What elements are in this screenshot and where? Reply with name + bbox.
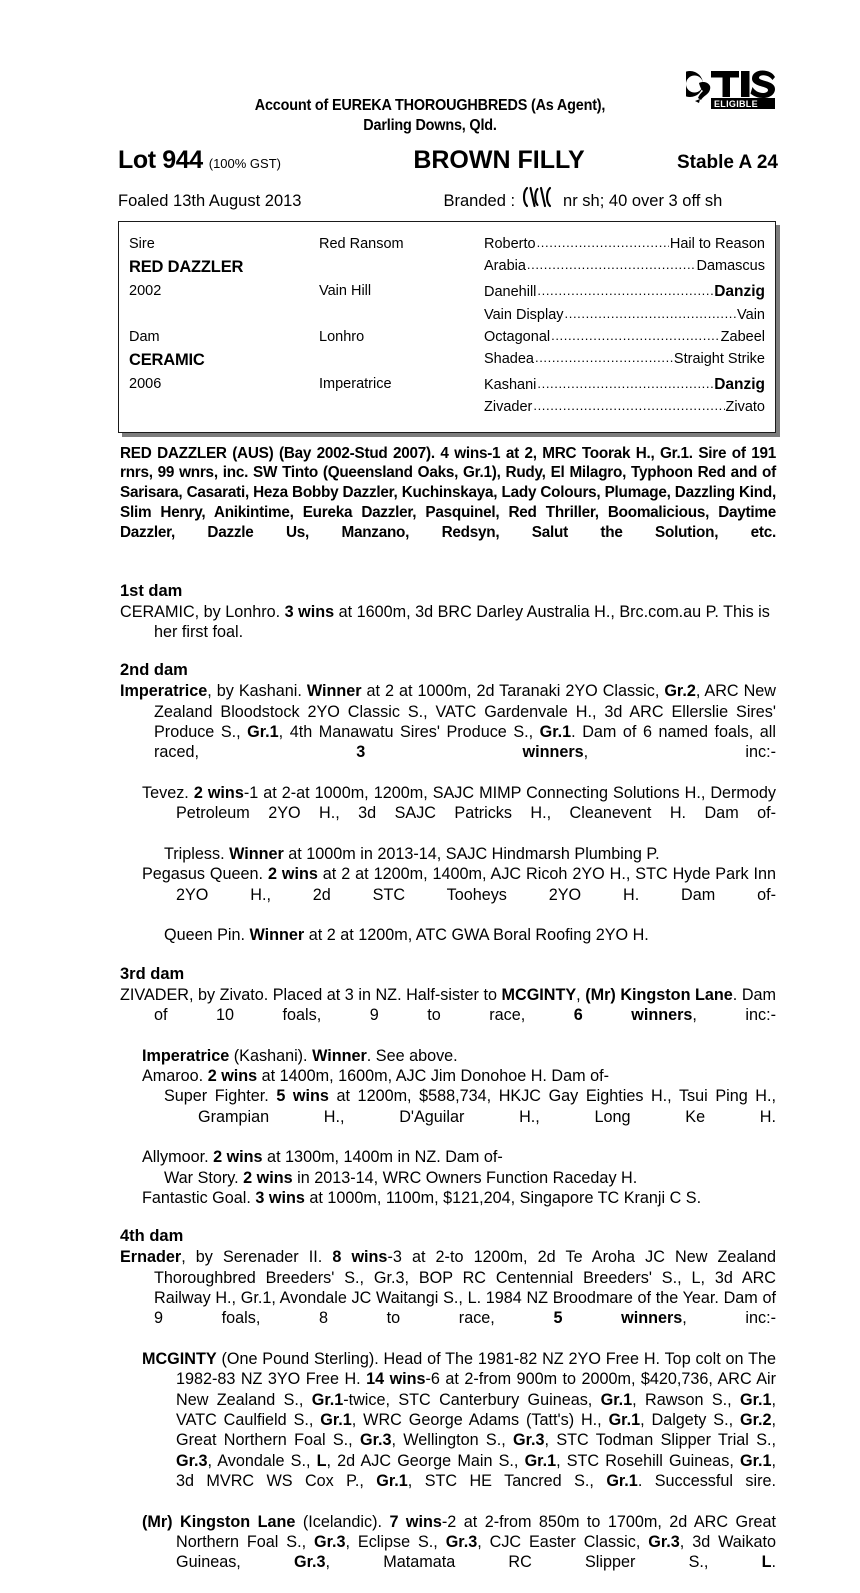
pedigree-col2-cell: [319, 348, 484, 373]
pedigree-entry: War Story. 2 wins in 2013-14, WRC Owners Function Raceday H.: [164, 1168, 638, 1187]
pedigree-greatgrand-name: Damascus: [696, 257, 765, 274]
dam-section: [120, 965, 776, 1209]
dam-section: [120, 1227, 776, 1593]
pedigree-col3-cell: [484, 233, 765, 255]
leader-dots: [535, 351, 673, 364]
pedigree-ancestor-name: Danehill: [484, 284, 537, 301]
pedigree-col3-cell: [484, 255, 765, 280]
sire-summary-paragraph: RED DAZZLER (AUS) (Bay 2002-Stud 2007). 4 wins-1 at 2, MRC Toorak H., Gr.1. Sire of 191 rnrs, 99 wnrs, inc. SW Tinto (Queensland Oaks, Gr.1), Rudy, El Milagro, Typhoon Red and of Sarisara, Casarati, Heza Bobby Dazzler, Kuchinskaya, Lady Colours, Plumage, Dazzling Kind, Slim Henry, Anikintime, Eureka Dazzler, Pasquinel, Red Thriller, Boomalicious, Daytime Dazzler, Dazzle Us, Manzano, Redsyn, Salut the Solution, etc.: [120, 444, 776, 542]
dam-section-heading: 1st dam: [120, 581, 183, 600]
pedigree-greatgrand-name: Hail to Reason: [669, 235, 765, 252]
pedigree-col2-cell: [319, 304, 484, 326]
pedigree-greatgrand-name: Danzig: [714, 283, 765, 301]
pedigree-entry: Ernader, by Serenader II. 8 wins-3 at 2-to 1200m, 2d Te Aroha JC New Zealand Thoroughbred Breeders' S., Gr.3, BOP RC Centennial Breeders' S., L, 3d ARC Railway H., Gr.1, Avondale JC Waitangi S., L. 1984 NZ Broodmare of the Year. Dam of 9 foals, 8 to race, 5 winners, inc:-: [120, 1248, 777, 1328]
leader-dots: [551, 329, 720, 342]
pedigree-table-wrapper: [118, 221, 776, 433]
pedigree-greatgrand-name: Zivato: [725, 399, 765, 416]
lot-number: Lot 944: [118, 145, 203, 174]
pedigree-entry: Pegasus Queen. 2 wins at 2 at 1200m, 1400m, AJC Ricoh 2YO H., STC Hyde Park Inn 2YO H., 2d STC Tooheys 2YO H. Dam of-: [142, 865, 777, 904]
dam-section: [120, 661, 776, 945]
leader-dots: [565, 307, 737, 320]
pedigree-col2-cell: Imperatrice: [319, 375, 392, 392]
pedigree-ancestor-name: Roberto: [484, 235, 536, 252]
branded-info: [443, 184, 722, 211]
leader-dots: [527, 258, 696, 271]
pedigree-grid: [119, 227, 775, 426]
pedigree-entry: (Mr) Kingston Lane (Icelandic). 7 wins-2 at 2-from 850m to 1700m, 2d ARC Great Northern Foal S., Gr.3, Eclipse S., Gr.3, CJC Easter Classic, Gr.3, 3d Waikato Guineas, Gr.3, Matamata RC Slipper S., L.: [142, 1512, 776, 1572]
pedigree-col3-cell: [484, 373, 765, 397]
gst-note: (100% GST): [208, 155, 281, 171]
pedigree-ancestor-name: Octagonal: [484, 328, 551, 345]
dam-section-heading: 3rd dam: [120, 964, 185, 983]
pedigree-entry: ZIVADER, by Zivato. Placed at 3 in NZ. Half-sister to MCGINTY, (Mr) Kingston Lane. Dam of 10 foals, 9 to race, 6 winners, inc:-: [120, 985, 777, 1025]
pedigree-col3-cell: [484, 348, 765, 373]
pedigree-ancestor-name: Kashani: [484, 376, 537, 393]
pedigree-greatgrand-name: Zabeel: [720, 328, 765, 345]
leader-dots: [533, 399, 724, 412]
pedigree-entry: Fantastic Goal. 3 wins at 1000m, 1100m, $121,204, Singapore TC Kranji C S.: [142, 1188, 702, 1207]
foaled-date: Foaled 13th August 2013: [118, 191, 302, 210]
pedigree-col3-cell: [484, 280, 765, 304]
pedigree-col2-cell: [319, 396, 484, 418]
pedigree-entry: Queen Pin. Winner at 2 at 1200m, ATC GWA Boral Roofing 2YO H.: [164, 926, 649, 945]
lot-identifier: [118, 146, 281, 175]
pedigree-greatgrand-name: Straight Strike: [673, 350, 765, 367]
pedigree-greatgrand-name: Danzig: [714, 375, 765, 393]
branded-label: Branded :: [443, 191, 516, 210]
pedigree-entry: CERAMIC, by Lonhro. 3 wins at 1600m, 3d BRC Darley Australia H., Brc.com.au P. This is her first foal.: [120, 602, 770, 642]
foaled-row: [118, 184, 778, 211]
pedigree-col1-cell: Dam: [129, 328, 160, 345]
pedigree-col2-cell: [319, 255, 484, 280]
pedigree-entry: Super Fighter. 5 wins at 1200m, $588,734, HKJC Gay Eighties H., Tsui Ping H., Grampian H., D'Aguilar H., Long Ke H.: [164, 1087, 776, 1126]
pedigree-col2-cell: Lonhro: [319, 328, 365, 345]
pedigree-entry: Amaroo. 2 wins at 1400m, 1600m, AJC Jim Donohoe H. Dam of-: [142, 1067, 609, 1086]
pedigree-entry: Tevez. 2 wins-1 at 2-at 1000m, 1200m, SAJC MIMP Connecting Solutions H., Dermody Petroleum 2YO H., 3d SAJC Patricks H., Cleanevent H. Dam of-: [142, 784, 777, 823]
leader-dots: [537, 284, 713, 297]
pedigree-entry: Imperatrice (Kashani). Winner. See above.: [142, 1046, 458, 1065]
lot-row: [118, 146, 778, 175]
pedigree-greatgrand-name: Vain: [737, 306, 765, 323]
pedigree-entry: Allymoor. 2 wins at 1300m, 1400m in NZ. Dam of-: [142, 1148, 503, 1167]
pedigree-col3-cell: [484, 396, 765, 418]
svg-text:ELIGIBLE: ELIGIBLE: [714, 99, 758, 109]
pedigree-col1-cell: 2002: [129, 283, 162, 300]
pedigree-ancestor-name: Arabia: [484, 257, 526, 274]
branded-description: nr sh; 40 over 3 off sh: [563, 191, 723, 210]
account-line-2: Darling Downs, Qld.: [363, 117, 497, 135]
pedigree-col1-cell: 2006: [129, 375, 162, 392]
leader-dots: [537, 377, 713, 390]
pedigree-col2-cell: Vain Hill: [319, 283, 372, 300]
leader-dots: [537, 236, 669, 249]
pedigree-col1-cell: CERAMIC: [129, 350, 205, 369]
stable-label: Stable A 24: [676, 151, 778, 173]
pedigree-col2-cell: Red Ransom: [319, 235, 404, 252]
page-title: BROWN FILLY: [413, 145, 585, 174]
dam-section-heading: 2nd dam: [120, 661, 188, 680]
pedigree-col3-cell: [484, 304, 765, 326]
pedigree-col1-cell: Sire: [129, 235, 155, 252]
pedigree-entry: MCGINTY (One Pound Sterling). Head of The 1981-82 NZ 2YO Free H. Top colt on The 1982-83 NZ 3YO Free H. 14 wins-6 at 2-from 900m to 2000m, $420,736, ARC Air New Zealand S., Gr.1-twice, STC Canterbury Guineas, Gr.1, Rawson S., Gr.1, VATC Caulfield S., Gr.1, WRC George Adams (Tatt's) H., Gr.1, Dalgety S., Gr.2, Great Northern Foal S., Gr.3, Wellington S., Gr.3, STC Todman Slipper Trial S., Gr.3, Avondale S., L, 2d AJC George Main S., Gr.1, STC Rosehill Guineas, Gr.1, 3d MVRC WS Cox P., Gr.1, STC HE Tancred S., Gr.1. Successful sire.: [142, 1349, 777, 1490]
dam-section: [120, 582, 776, 643]
account-heading: [30, 0, 830, 137]
account-line-1: Account of EUREKA THOROUGHBREDS (As Agent),: [254, 97, 606, 114]
dam-sections: [0, 582, 860, 1593]
pedigree-ancestor-name: Vain Display: [484, 306, 564, 323]
pedigree-ancestor-name: Shadea: [484, 350, 534, 367]
pedigree-col1-cell: RED DAZZLER: [129, 257, 244, 276]
dam-section-heading: 4th dam: [120, 1227, 184, 1246]
pedigree-entry: Tripless. Winner at 1000m in 2013-14, SAJC Hindmarsh Plumbing P.: [164, 845, 660, 864]
pedigree-entry: Imperatrice, by Kashani. Winner at 2 at 1000m, 2d Taranaki 2YO Classic, Gr.2, ARC New Zealand Bloodstock 2YO Classic S., VATC Gardenvale H., 3d ARC Ellerslie Sires' Produce S., Gr.1, 4th Manawatu Sires' Produce S., Gr.1. Dam of 6 named foals, all raced, 3 winners, inc:-: [120, 682, 776, 762]
pedigree-col1-cell: [129, 396, 319, 418]
pedigree-col1-cell: [129, 304, 319, 326]
pedigree-ancestor-name: Zivader: [484, 399, 533, 416]
pedigree-table: [118, 221, 776, 433]
brand-symbol-icon: [520, 186, 554, 208]
pedigree-col3-cell: [484, 326, 765, 348]
